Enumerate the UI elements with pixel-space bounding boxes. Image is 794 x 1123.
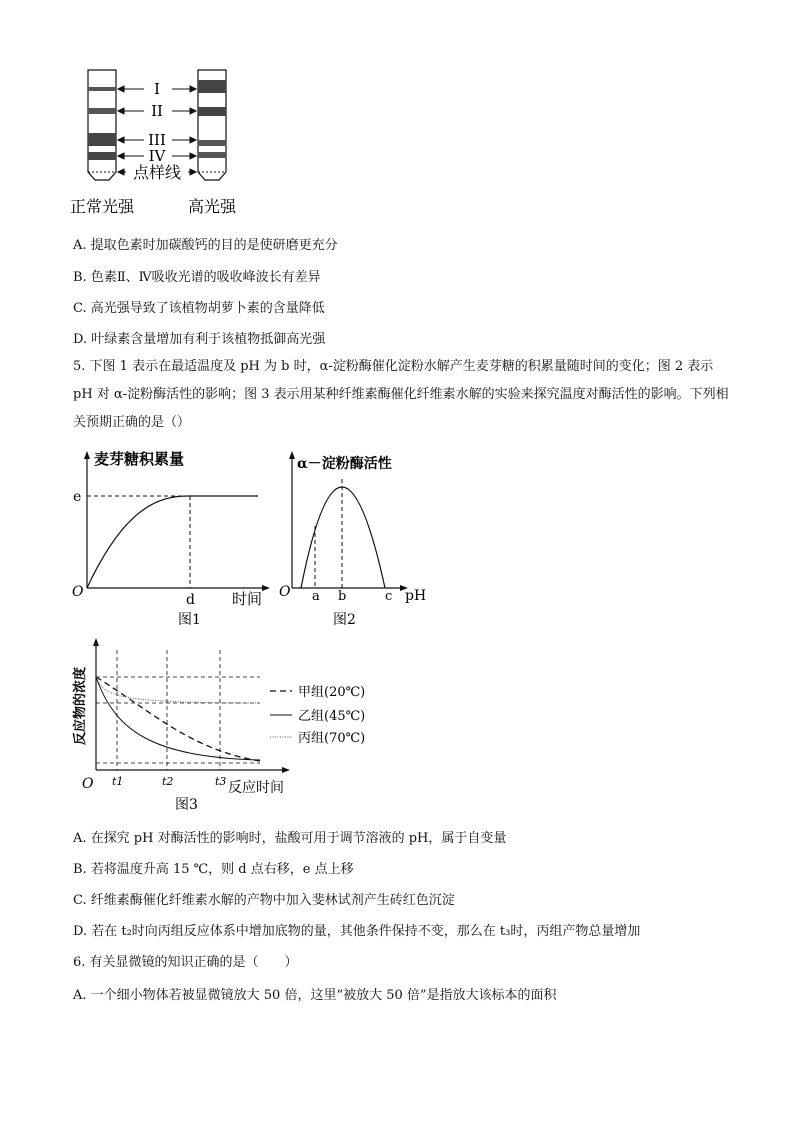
fig2-curve [301,487,385,588]
fig3-tick-t3: t3 [215,775,227,788]
fig2-xlabel: pH [405,588,427,604]
legend-45c: 乙组(45℃) [298,709,366,724]
q4-option-b: B. 色素Ⅱ、Ⅳ吸收光谱的吸收峰波长有差异 [73,270,321,285]
roman-label-4: IV [148,147,166,165]
fig1-caption: 图1 [178,612,201,628]
fig1-xlabel: 时间 [232,590,263,608]
legend-20c: 甲组(20℃) [298,685,366,700]
fig1-e-label: e [73,489,82,505]
q5-stem: 5. 下图 1 表示在最适温度及 pH 为 b 时，α-淀粉酶催化淀粉水解产生麦芽糖的积累量随时间的变化；图 2 表示 pH 对 α-淀粉酶活性的影响；图 3 表示用某种纤维素酶催化纤维素水解的实验来探究温度对酶活性的影响。下列相关预期正确的是（） [73,359,729,430]
chromatogram-figure [60,60,270,225]
fig3-tick-t1: t1 [112,775,124,788]
fig2-caption: 图2 [333,612,356,628]
q5-option-c: C. 纤维素酶催化纤维素水解的产物中加入斐林试剂产生砖红色沉淀 [73,893,455,908]
fig3-curve-45c [96,677,260,760]
fig1-ylabel: 麦芽糖积累量 [94,450,185,468]
tube-caption-high: 高光强 [187,197,237,216]
q4-option-a: A. 提取色素时加碳酸钙的目的是使研磨更充分 [73,238,338,253]
roman-label-3: III [148,131,166,149]
tube-caption-normal: 正常光强 [69,197,135,216]
tube-normal-light [88,70,116,180]
fig3-curve-70c [96,677,260,703]
q6-stem: 6. 有关显微镜的知识正确的是（ ） [73,955,298,970]
spot-line-label: 点样线 [132,163,182,182]
fig2-tick-b: b [338,589,347,604]
q6-option-a: A. 一个细小物体若被显微镜放大 50 倍，这里“被放大 50 倍”是指放大该标本的面积 [73,988,557,1003]
fig2-tick-a: a [312,589,320,604]
figure-3 [70,635,370,815]
fig2-ylabel: α－淀粉酶活性 [297,456,392,472]
q4-option-d: D. 叶绿素含量增加有利于该植物抵御高光强 [73,332,326,347]
q5-option-a: A. 在探究 pH 对酶活性的影响时，盐酸可用于调节溶液的 pH，属于自变量 [73,831,507,846]
legend-70c: 丙组(70℃) [298,731,366,746]
q4-option-c: C. 高光强导致了该植物胡萝卜素的含量降低 [73,301,325,316]
fig1-d-label: d [186,592,195,608]
fig3-legend [270,685,365,746]
q5-option-d: D. 若在 t₂时向丙组反应体系中增加底物的量，其他条件保持不变，那么在 t₃时，丙组产物总量增加 [73,924,641,939]
roman-label-1: I [154,80,160,98]
fig3-caption: 图3 [175,797,198,813]
fig3-xlabel: 反应时间 [228,780,284,796]
fig1-origin: O [72,584,84,600]
fig3-ylabel: 反应物的浓度 [73,666,88,745]
roman-label-2: II [151,102,163,120]
fig2-tick-c: c [385,589,393,604]
figure-2 [275,448,435,633]
figure-1 [70,448,270,633]
fig3-tick-t2: t2 [162,775,174,788]
fig3-origin: O [82,776,94,792]
fig1-curve [87,496,190,588]
q5-option-b: B. 若将温度升高 15 ℃，则 d 点右移，e 点上移 [73,862,354,877]
tube-high-light [198,70,226,180]
fig2-origin: O [279,584,291,600]
